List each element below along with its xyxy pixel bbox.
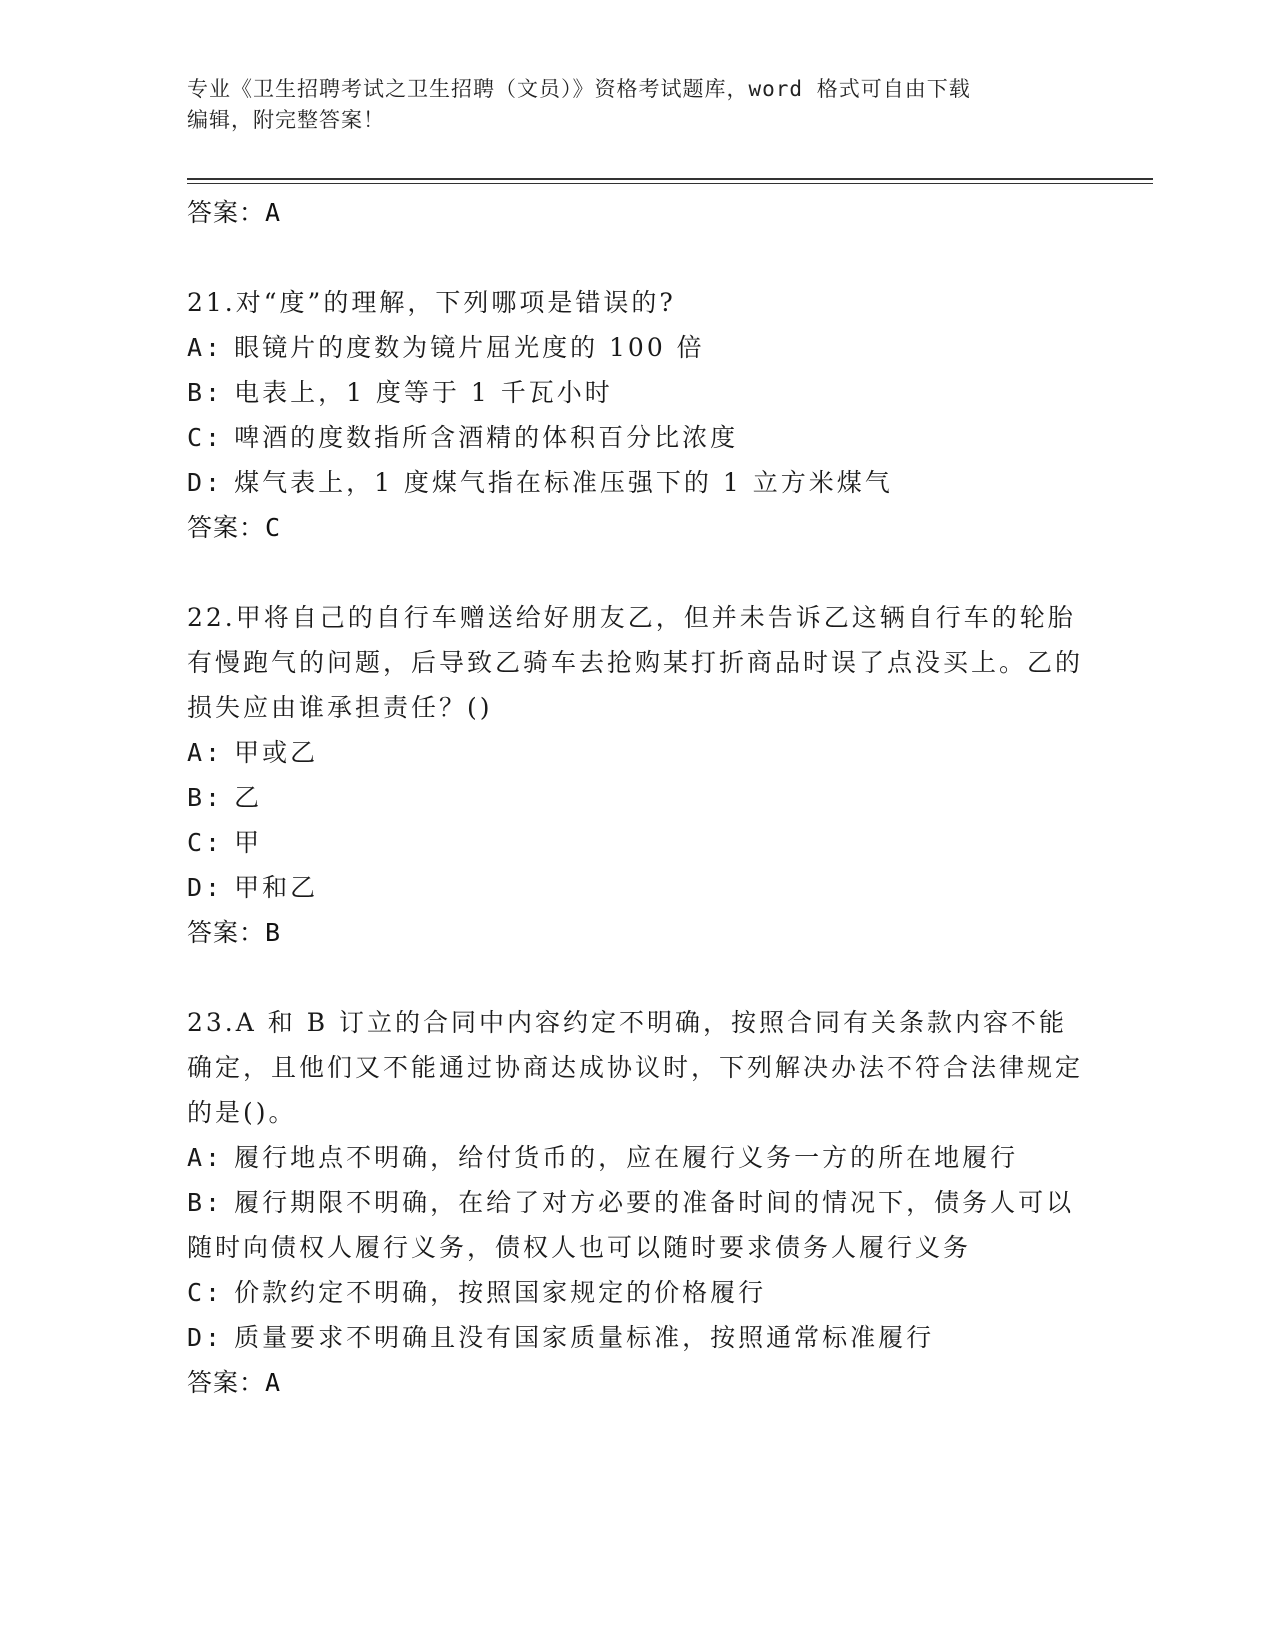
- option-text: 眼镜片的度数为镜片屈光度的 100 倍: [234, 333, 705, 362]
- option-b: [187, 775, 1087, 820]
- header-line-1: 专业《卫生招聘考试之卫生招聘（文员）》资格考试题库，word 格式可自由下载: [187, 77, 971, 101]
- document-header: [187, 74, 1067, 136]
- option-b: [187, 1180, 1087, 1270]
- question-stem: 21.对“度”的理解，下列哪项是错误的?: [187, 288, 676, 317]
- option-letter: B:: [187, 783, 224, 812]
- option-text: 甲和乙: [234, 873, 319, 902]
- option-text: 甲或乙: [234, 738, 319, 767]
- option-c: [187, 415, 1087, 460]
- option-letter: A:: [187, 738, 224, 767]
- question-list: [187, 190, 1087, 1406]
- header-line-2: 编辑，附完整答案！: [187, 108, 385, 132]
- option-text: 履行期限不明确，在给了对方必要的准备时间的情况下，债务人可以随时向债权人履行义务，债权人也可以随时要求债务人履行义务: [187, 1188, 1075, 1262]
- question-stem: 22.甲将自己的自行车赠送给好朋友乙，但并未告诉乙这辆自行车的轮胎有慢跑气的问题，后导致乙骑车去抢购某打折商品时误了点没买上。乙的损失应由谁承担责任？(): [187, 603, 1084, 722]
- option-a: [187, 730, 1087, 775]
- answer-line: 答案：A: [187, 1368, 282, 1397]
- option-text: 煤气表上，1 度煤气指在标准压强下的 1 立方米煤气: [234, 468, 893, 497]
- option-text: 乙: [234, 783, 263, 812]
- option-letter: A:: [187, 1143, 224, 1172]
- option-letter: D:: [187, 873, 224, 902]
- question-23: [187, 1000, 1087, 1406]
- option-a: [187, 325, 1087, 370]
- option-c: [187, 820, 1087, 865]
- header-divider-thin: [187, 183, 1153, 184]
- option-d: [187, 1315, 1087, 1360]
- previous-answer: 答案：A: [187, 198, 282, 227]
- question-stem: 23.A 和 B 订立的合同中内容约定不明确，按照合同有关条款内容不能确定，且他们又不能通过协商达成协议时，下列解决办法不符合法律规定的是()。: [187, 1008, 1084, 1127]
- option-letter: A:: [187, 333, 224, 362]
- option-text: 电表上，1 度等于 1 千瓦小时: [234, 378, 613, 407]
- option-letter: C:: [187, 1278, 224, 1307]
- option-text: 质量要求不明确且没有国家质量标准，按照通常标准履行: [234, 1323, 935, 1352]
- option-d: [187, 865, 1087, 910]
- question-21: [187, 280, 1087, 551]
- option-letter: D:: [187, 468, 224, 497]
- option-letter: C:: [187, 828, 224, 857]
- option-d: [187, 460, 1087, 505]
- option-letter: C:: [187, 423, 224, 452]
- option-text: 啤酒的度数指所含酒精的体积百分比浓度: [234, 423, 739, 452]
- option-a: [187, 1135, 1087, 1180]
- option-text: 履行地点不明确，给付货币的，应在履行义务一方的所在地履行: [234, 1143, 1019, 1172]
- option-letter: B:: [187, 1188, 224, 1217]
- option-b: [187, 370, 1087, 415]
- option-letter: B:: [187, 378, 224, 407]
- option-letter: D:: [187, 1323, 224, 1352]
- answer-line: 答案：C: [187, 513, 282, 542]
- question-22: [187, 595, 1087, 956]
- answer-line: 答案：B: [187, 918, 282, 947]
- option-c: [187, 1270, 1087, 1315]
- option-text: 甲: [234, 828, 263, 857]
- header-divider-thick: [187, 178, 1153, 180]
- option-text: 价款约定不明确，按照国家规定的价格履行: [234, 1278, 767, 1307]
